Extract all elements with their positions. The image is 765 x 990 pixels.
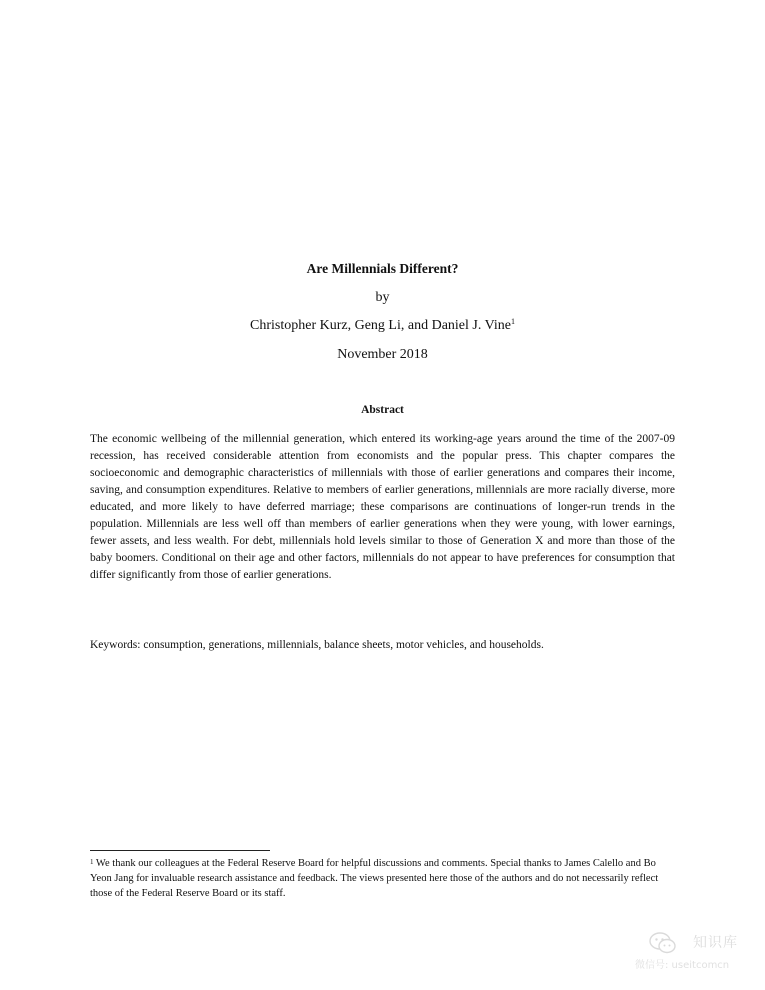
publication-date: November 2018 xyxy=(337,347,428,362)
abstract-heading: Abstract xyxy=(361,404,404,416)
author-names: Christopher Kurz, Geng Li, and Daniel J. Vine xyxy=(250,318,511,333)
watermark xyxy=(635,930,755,974)
footnote-divider xyxy=(90,850,270,851)
watermark-subtitle: 微信号: useitcomcn xyxy=(635,960,730,971)
watermark-name: 知识库 xyxy=(693,935,738,951)
author-footnote-marker: 1 xyxy=(510,317,515,326)
wechat-icon xyxy=(649,932,677,954)
author-list xyxy=(0,318,765,334)
abstract-body: The economic wellbeing of the millennial generation, which entered its working-age years around the time of the 2007-09 recession, has received considerable attention from economists and the popular press. This chapter compares the socioeconomic and demographic characteristics of millennials with those of earlier generations and compares their income, saving, and consumption expenditures. Relative to members of earlier generations, millennials are more racially diverse, more educated, and more likely to have deferred marriage; these comparisons are continuations of longer-run trends in the population. Millennials are less well off than members of earlier generations when they were young, with lower earnings, fewer assets, and less wealth. For debt, millennials hold levels similar to those of Generation X and more than those of the baby boomers. Conditional on their age and other factors, millennials do not appear to have preferences for consumption that differ significantly from those of earlier generations. xyxy=(90,433,675,581)
footnote-marker: 1 xyxy=(90,858,94,866)
footnote-text: We thank our colleagues at the Federal Reserve Board for helpful discussions and comments. Special thanks to James Calello and Bo Yeon Jang for invaluable research assistance and feedback. The views presented here those of the authors and do not necessarily reflect those of the Federal Reserve Board or its staff. xyxy=(90,858,659,899)
keywords: Keywords: consumption, generations, millennials, balance sheets, motor vehicles, and households. xyxy=(90,639,544,651)
by-line: by xyxy=(375,290,390,305)
footnote xyxy=(90,856,676,901)
paper-title: Are Millennials Different? xyxy=(306,261,459,276)
